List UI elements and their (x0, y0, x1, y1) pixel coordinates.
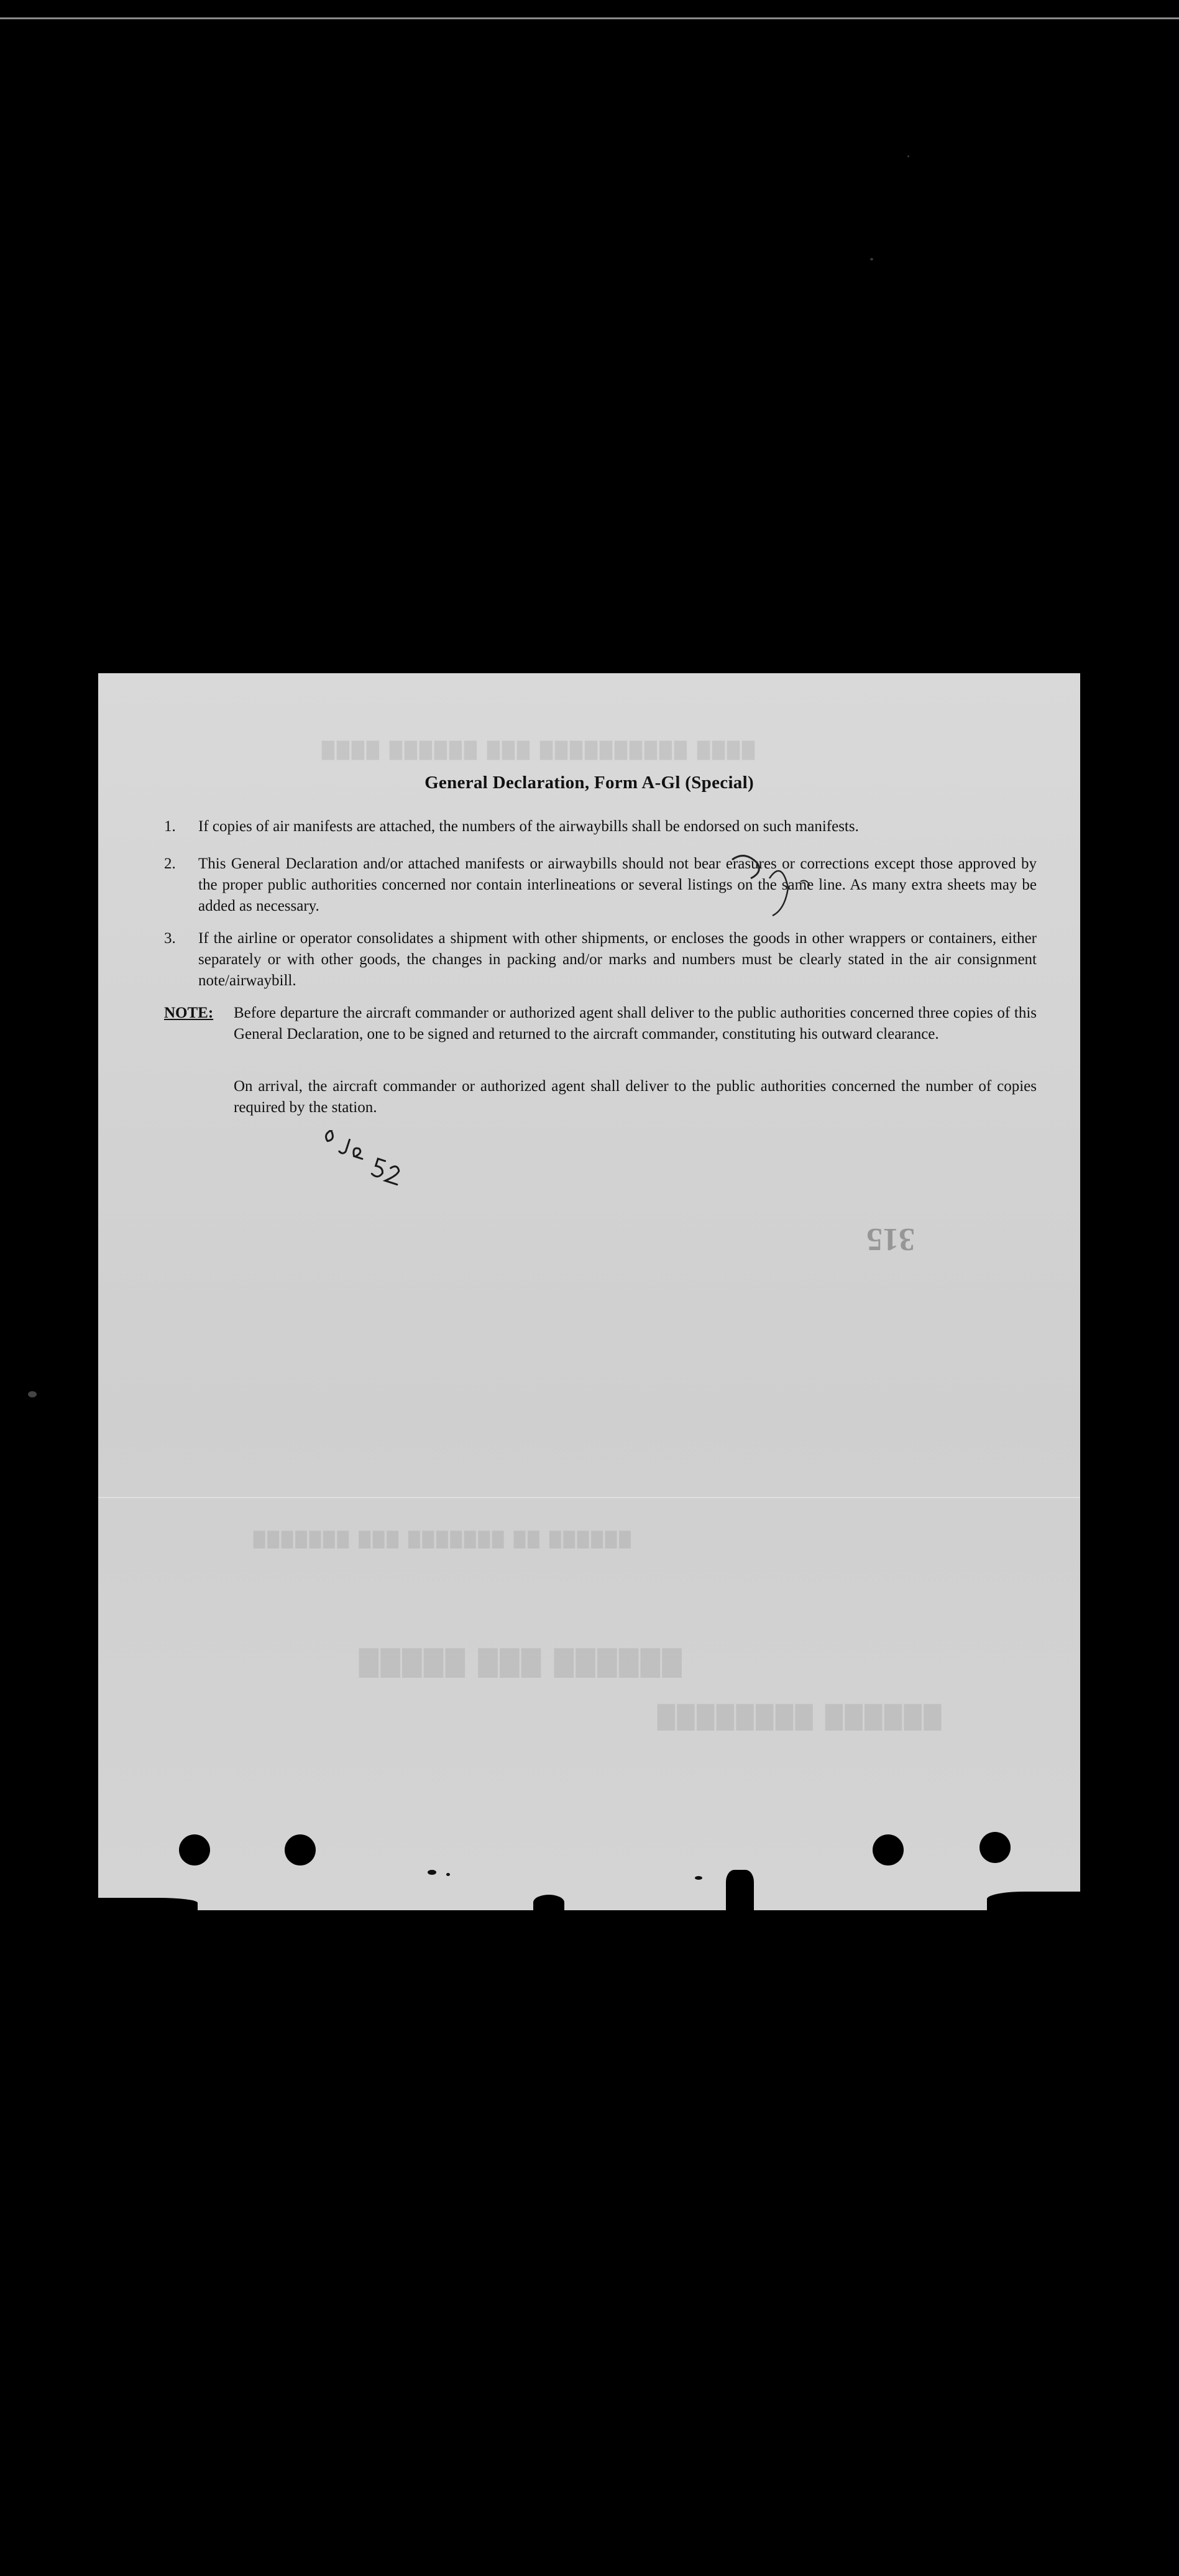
note-paragraph: On arrival, the aircraft commander or authorized agent shall deliver to the public authorities concerned the number of copies required by the station. (234, 1078, 1037, 1116)
scanner-top-rule (0, 17, 1179, 19)
scan-speck (907, 155, 909, 157)
torn-edge (726, 1870, 754, 1910)
reverse-side-bleed: ███████ ███ ███████ ██ ██████ (254, 1531, 633, 1548)
item-number: 3. (164, 930, 176, 947)
reverse-side-bleed: ████████ ██████ (658, 1705, 944, 1731)
item-number: 1. (164, 818, 176, 835)
note-label: NOTE: (164, 1005, 214, 1021)
document-page (98, 673, 1080, 1910)
scan-speck (870, 258, 873, 260)
svg-text:315: 315 (866, 1221, 915, 1257)
item-text: If copies of air manifests are attached, the numbers of the airwaybills shall be endorsed on such manifests. (198, 818, 859, 835)
note-paragraph: Before departure the aircraft commander or authorized agent shall deliver to the public authorities concerned three copies of this General Declaration, one to be signed and returned to the aircraft commander, constituting his outward clearance. (234, 1005, 1037, 1042)
instruction-item (164, 928, 1037, 991)
instruction-item (164, 816, 1037, 837)
reverse-side-bleed: ████ ██████ ███ ██████████ ████ (322, 742, 758, 760)
item-text: If the airline or operator consolidates a shipment with other shipments, or encloses the goods in other wrappers or containers, either separately or with other goods, the changes in packing and/or marks and numbers must be clearly stated in the air consignment note/airwaybill. (198, 930, 1037, 989)
show-through-number (835, 1220, 947, 1258)
handwritten-date-annotation (310, 1130, 421, 1192)
handwritten-scribble (720, 853, 819, 922)
scan-speck (695, 1876, 702, 1880)
item-number: 2. (164, 855, 176, 872)
scan-speck (446, 1873, 450, 1876)
torn-edge (987, 1892, 1080, 1910)
document-title: General Declaration, Form A-Gl (Special) (424, 773, 754, 793)
instruction-item (164, 853, 1037, 917)
punch-hole (873, 1834, 904, 1865)
scan-speck (28, 1391, 37, 1397)
punch-hole (179, 1834, 210, 1865)
torn-edge (533, 1895, 564, 1910)
page-fold-line (98, 1497, 1080, 1498)
punch-hole (979, 1832, 1011, 1863)
torn-edge (98, 1898, 198, 1910)
item-text: This General Declaration and/or attached manifests or airwaybills should not bear erasures or corrections except those approved by the proper public authorities concerned nor contain interlineations or several listings on the same line. As many extra sheets may be added as necessary. (198, 855, 1037, 914)
note-section (164, 1003, 1037, 1045)
reverse-side-bleed: █████ ███ ██████ (359, 1649, 684, 1678)
scan-speck (428, 1870, 436, 1875)
punch-hole (285, 1834, 316, 1865)
